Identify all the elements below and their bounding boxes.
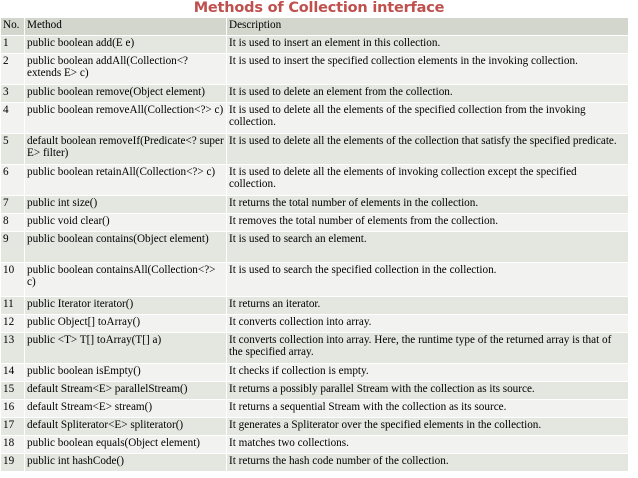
row-method: public void clear() — [25, 214, 227, 232]
table-row — [1, 196, 629, 214]
row-number: 3 — [1, 85, 25, 103]
table-row — [1, 400, 629, 418]
page-title: Methods of Collection interface — [193, 0, 445, 16]
row-description: It returns the hash code number of the collection. — [227, 454, 629, 472]
table-row — [1, 418, 629, 436]
methods-table — [0, 17, 629, 472]
row-method: public Object[] toArray() — [25, 315, 227, 333]
row-number: 17 — [1, 418, 25, 436]
header-method: Method — [25, 18, 227, 36]
row-number: 1 — [1, 36, 25, 54]
row-method: public boolean containsAll(Collection<?> c) — [25, 263, 227, 297]
table-row — [1, 333, 629, 364]
table-row — [1, 364, 629, 382]
row-number: 19 — [1, 454, 25, 472]
row-method: public boolean removeAll(Collection<?> c) — [25, 103, 227, 134]
row-number: 7 — [1, 196, 25, 214]
row-method: public boolean remove(Object element) — [25, 85, 227, 103]
row-description: It generates a Spliterator over the specified elements in the collection. — [227, 418, 629, 436]
row-description: It returns a sequential Stream with the collection as its source. — [227, 400, 629, 418]
row-description: It is used to delete all the elements of the collection that satisfy the specified predicate. — [227, 134, 629, 165]
row-number: 2 — [1, 54, 25, 85]
row-method: default Stream<E> parallelStream() — [25, 382, 227, 400]
table-row — [1, 232, 629, 263]
row-number: 13 — [1, 333, 25, 364]
table-row — [1, 454, 629, 472]
row-description: It is used to delete an element from the collection. — [227, 85, 629, 103]
row-method: default Stream<E> stream() — [25, 400, 227, 418]
row-method: default Spliterator<E> spliterator() — [25, 418, 227, 436]
row-method: public int size() — [25, 196, 227, 214]
table-row — [1, 315, 629, 333]
table-row — [1, 214, 629, 232]
row-description: It returns the total number of elements in the collection. — [227, 196, 629, 214]
table-row — [1, 134, 629, 165]
row-description: It is used to search the specified collection in the collection. — [227, 263, 629, 297]
row-method: public boolean add(E e) — [25, 36, 227, 54]
row-description: It checks if collection is empty. — [227, 364, 629, 382]
row-number: 6 — [1, 165, 25, 196]
table-row — [1, 436, 629, 454]
row-description: It converts collection into array. — [227, 315, 629, 333]
header-description: Description — [227, 18, 629, 36]
table-header-row — [1, 18, 629, 36]
row-description: It returns an iterator. — [227, 297, 629, 315]
table-row — [1, 36, 629, 54]
row-number: 10 — [1, 263, 25, 297]
row-method: public boolean retainAll(Collection<?> c) — [25, 165, 227, 196]
row-method: public int hashCode() — [25, 454, 227, 472]
row-description: It is used to delete all the elements of the specified collection from the invoking collection. — [227, 103, 629, 134]
row-number: 12 — [1, 315, 25, 333]
row-description: It is used to insert an element in this collection. — [227, 36, 629, 54]
row-description: It returns a possibly parallel Stream with the collection as its source. — [227, 382, 629, 400]
row-number: 9 — [1, 232, 25, 263]
table-row — [1, 382, 629, 400]
row-number: 8 — [1, 214, 25, 232]
row-number: 5 — [1, 134, 25, 165]
row-description: It converts collection into array. Here, the runtime type of the returned array is that of the specified array. — [227, 333, 629, 364]
row-description: It removes the total number of elements from the collection. — [227, 214, 629, 232]
row-number: 14 — [1, 364, 25, 382]
table-row — [1, 263, 629, 297]
row-method: public Iterator iterator() — [25, 297, 227, 315]
table-row — [1, 297, 629, 315]
row-description: It is used to delete all the elements of invoking collection except the specified collection. — [227, 165, 629, 196]
table-row — [1, 165, 629, 196]
row-description: It is used to search an element. — [227, 232, 629, 263]
header-no: No. — [1, 18, 25, 36]
row-method: default boolean removeIf(Predicate<? super E> filter) — [25, 134, 227, 165]
row-number: 18 — [1, 436, 25, 454]
row-method: public boolean equals(Object element) — [25, 436, 227, 454]
table-row — [1, 103, 629, 134]
row-number: 16 — [1, 400, 25, 418]
row-method: public boolean contains(Object element) — [25, 232, 227, 263]
row-method: public boolean isEmpty() — [25, 364, 227, 382]
table-row — [1, 85, 629, 103]
table-row — [1, 54, 629, 85]
row-number: 11 — [1, 297, 25, 315]
row-method: public <T> T[] toArray(T[] a) — [25, 333, 227, 364]
row-description: It is used to insert the specified collection elements in the invoking collection. — [227, 54, 629, 85]
row-method: public boolean addAll(Collection<? extends E> c) — [25, 54, 227, 85]
row-number: 15 — [1, 382, 25, 400]
row-description: It matches two collections. — [227, 436, 629, 454]
row-number: 4 — [1, 103, 25, 134]
